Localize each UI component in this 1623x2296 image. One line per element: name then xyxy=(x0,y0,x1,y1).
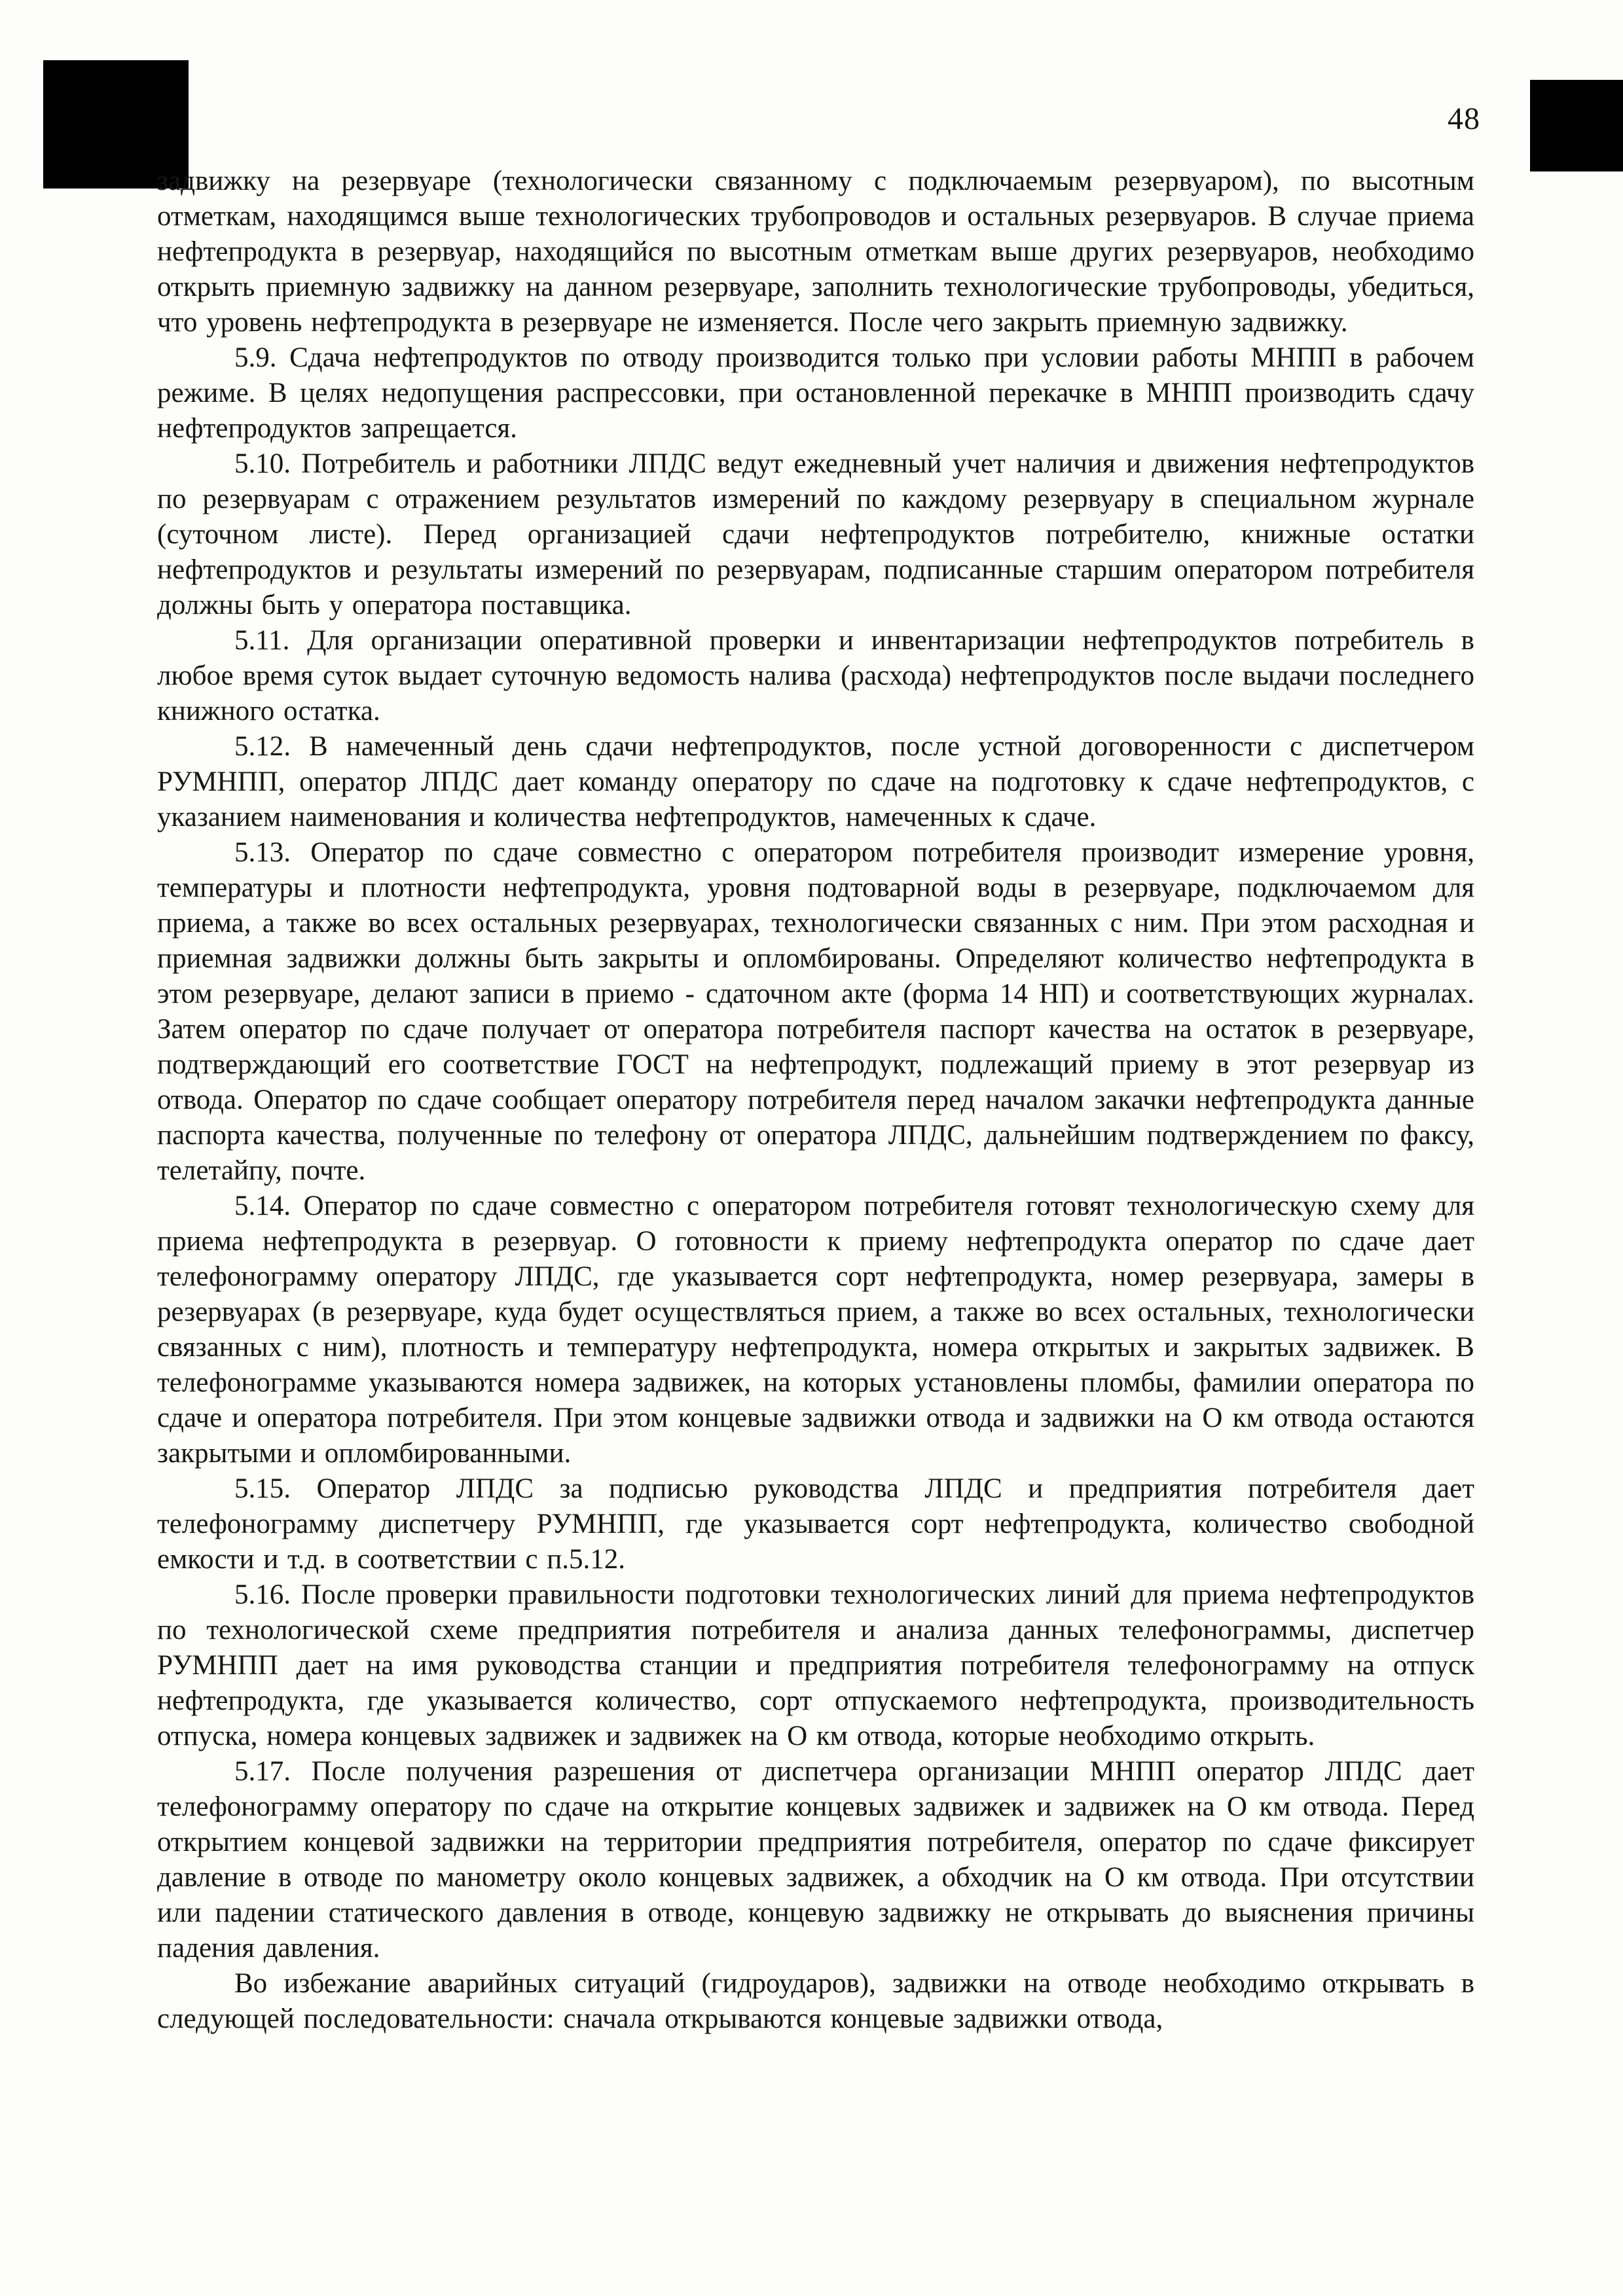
paragraph: 5.9. Сдача нефтепродуктов по отводу производится только при условии работы МНПП в рабочем режиме. В целях недопущения распрессовки, при остановленной перекачке в МНПП производить сдачу нефтепродуктов запрещается. xyxy=(157,342,1474,444)
paragraph: 5.14. Оператор по сдаче совместно с оператором потребителя готовят технологическую схему для приема нефтепродукта в резервуар. О готовности к приему нефтепродукта оператор по сдаче дает телефонограмму оператору ЛПДС, где указывается сорт нефтепродукта, номер резервуара, замеры в резервуарах (в резервуаре, куда будет осуществляться прием, а также во всех остальных, технологически связанных с ним), плотность и температуру нефтепродукта, номера открытых и закрытых задвижек. В телефонограмме указываются номера задвижек, на которых установлены пломбы, фамилии оператора по сдаче и оператора потребителя. При этом концевые задвижки отвода и задвижки на О км отвода остаются закрытыми и опломбированными. xyxy=(157,1191,1474,1469)
paragraph: Во избежание аварийных ситуаций (гидроударов), задвижки на отводе необходимо открывать в следующей последовательности: сначала открываются концевые задвижки отвода, xyxy=(157,1968,1474,2034)
paragraph: 5.13. Оператор по сдаче совместно с оператором потребителя производит измерение уровня, температуры и плотности нефтепродукта, уровня подтоварной воды в резервуаре, подключаемом для приема, а также во всех остальных резервуарах, технологически связанных с ним. При этом расходная и приемная задвижки должны быть закрыты и опломбированы. Определяют количество нефтепродукта в этом резервуаре, делают записи в приемо - сдаточном акте (форма 14 НП) и соответствующих журналах. Затем оператор по сдаче получает от оператора потребителя паспорт качества на остаток в резервуаре, подтверждающий его соответствие ГОСТ на нефтепродукт, подлежащий приему в этот резервуар из отвода. Оператор по сдаче сообщает оператору потребителя перед началом закачки нефтепродукта данные паспорта качества, полученные по телефону от оператора ЛПДС, дальнейшим подтверждением по факсу, телетайпу, почте. xyxy=(157,837,1474,1186)
paragraph: 5.12. В намеченный день сдачи нефтепродуктов, после устной договоренности с диспетчером РУМНПП, оператор ЛПДС дает команду оператору по сдаче на подготовку к сдаче нефтепродуктов, с указанием наименования и количества нефтепродуктов, намеченных к сдаче. xyxy=(157,731,1474,833)
paragraph: 5.17. После получения разрешения от диспетчера организации МНПП оператор ЛПДС дает телефонограмму оператору по сдаче на открытие концевых задвижек и задвижек на О км отвода. Перед открытием концевой задвижки на территории предприятия потребителя, оператор по сдаче фиксирует давление в отводе по манометру около концевых задвижек, а обходчик на О км отвода. При отсутствии или падении статического давления в отводе, концевую задвижку не открывать до выяснения причины падения давления. xyxy=(157,1756,1474,1964)
paragraph: 5.16. После проверки правильности подготовки технологических линий для приема нефтепродуктов по технологической схеме предприятия потребителя и анализа данных телефонограммы, диспетчер РУМНПП дает на имя руководства станции и предприятия потребителя телефонограмму на отпуск нефтепродукта, где указывается количество, сорт отпускаемого нефтепродукта, производительность отпуска, номера концевых задвижек и задвижек на О км отвода, которые необходимо открыть. xyxy=(157,1579,1474,1751)
paragraph: 5.10. Потребитель и работники ЛПДС ведут ежедневный учет наличия и движения нефтепродуктов по резервуарам с отражением результатов измерений по каждому резервуару в специальном журнале (суточном листе). Перед организацией сдачи нефтепродуктов потребителю, книжные остатки нефтепродуктов и результаты измерений по резервуарам, подписанные старшим оператором потребителя должны быть у оператора поставщика. xyxy=(157,448,1474,620)
paragraph: задвижку на резервуаре (технологически связанному с подключаемым резервуаром), по высотным отметкам, находящимся выше технологических трубопроводов и остальных резервуаров. В случае приема нефтепродукта в резервуар, находящийся по высотным отметкам выше других резервуаров, необходимо открыть приемную задвижку на данном резервуаре, заполнить технологические трубопроводы, убедиться, что уровень нефтепродукта в резервуаре не изменяется. После чего закрыть приемную задвижку. xyxy=(157,166,1474,338)
paragraph: 5.11. Для организации оперативной проверки и инвентаризации нефтепродуктов потребитель в любое время суток выдает суточную ведомость налива (расхода) нефтепродуктов после выдачи последнего книжного остатка. xyxy=(157,625,1474,726)
scan-artifact-top-right xyxy=(1530,80,1623,171)
document-body xyxy=(157,164,1474,2037)
page-number: 48 xyxy=(1448,101,1480,136)
paragraph: 5.15. Оператор ЛПДС за подписью руководства ЛПДС и предприятия потребителя дает телефонограмму диспетчеру РУМНПП, где указывается сорт нефтепродукта, количество свободной емкости и т.д. в соответствии с п.5.12. xyxy=(157,1473,1474,1575)
